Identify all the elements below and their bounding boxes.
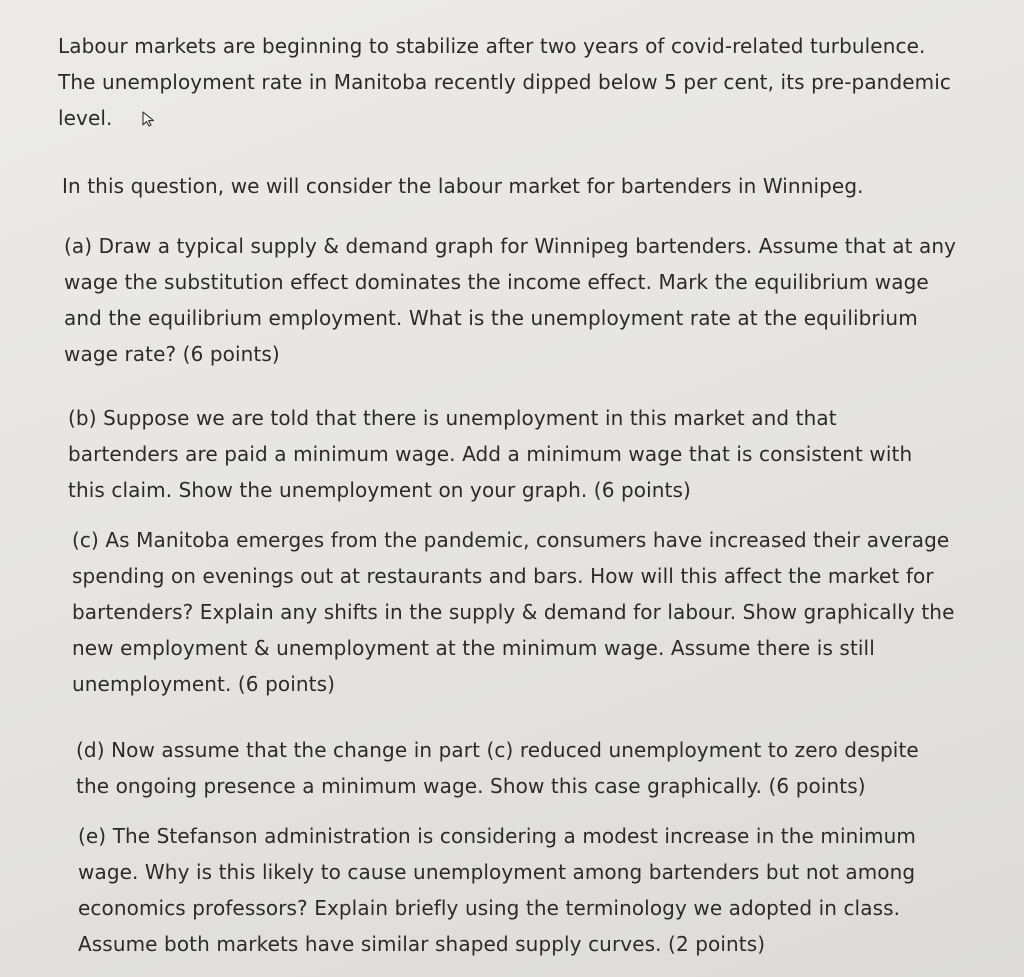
question-sheet [56, 10, 986, 970]
intro-paragraph [58, 28, 963, 136]
part-b-text: Suppose we are told that there is unemployment in this market and that bartenders are paid a minimum wage. Add a minimum wage that is consistent with this claim. Show the unemployment on your graph. (6 points) [68, 406, 913, 502]
part-d [76, 732, 956, 804]
part-b-label: (b) [68, 406, 97, 430]
context-paragraph: In this question, we will consider the labour market for bartenders in Winnipeg. [62, 174, 864, 198]
mouse-pointer-icon [141, 111, 157, 127]
part-b [68, 400, 948, 508]
part-a-label: (a) [64, 234, 93, 258]
part-e-label: (e) [78, 824, 107, 848]
part-e [78, 818, 958, 962]
part-c-label: (c) [72, 528, 99, 552]
part-e-text: The Stefanson administration is considering a modest increase in the minimum wage. Why is this likely to cause unemployment among bartenders but not among economics professors? Explain briefly using the terminology we adopted in class. Assume both markets have similar shaped supply curves. (2 points) [78, 824, 916, 956]
intro-text: Labour markets are beginning to stabilize after two years of covid-related turbulence. The unemployment rate in Manitoba recently dipped below 5 per cent, its pre-pandemic level. [58, 34, 951, 130]
part-c [72, 522, 984, 702]
part-a [64, 228, 964, 372]
part-d-label: (d) [76, 738, 105, 762]
part-c-text: As Manitoba emerges from the pandemic, consumers have increased their average spending on evenings out at restaurants and bars. How will this affect the market for bartenders? Explain any shifts in the supply & demand for labour. Show graphically the new employment & unemployment at the minimum wage. Assume there is still unemployment. (6 points) [72, 528, 955, 696]
part-d-text: Now assume that the change in part (c) reduced unemployment to zero despite the ongoing presence a minimum wage. Show this case graphically. (6 points) [76, 738, 919, 798]
part-a-text: Draw a typical supply & demand graph for Winnipeg bartenders. Assume that at any wage the substitution effect dominates the income effect. Mark the equilibrium wage and the equilibrium employment. What is the unemployment rate at the equilibrium wage rate? (6 points) [64, 234, 957, 366]
